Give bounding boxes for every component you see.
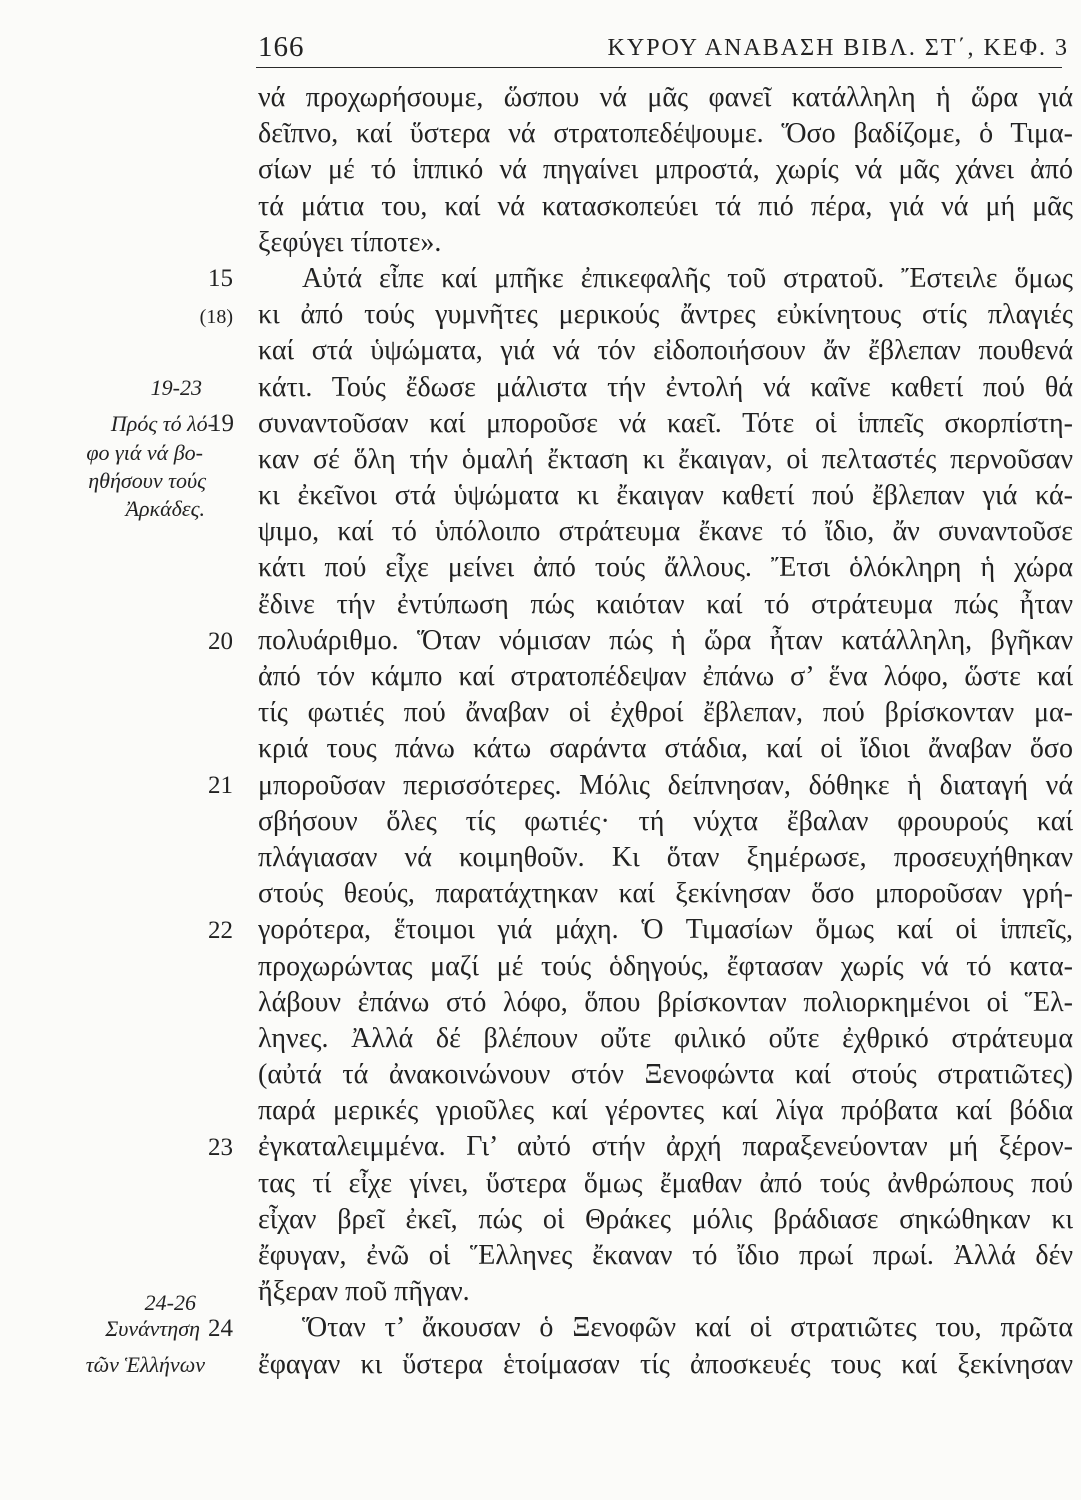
body-line: παρά μερικές γριοῦλες καί γέροντες καί λίγα πρόβατα καί βόδια xyxy=(258,1095,1073,1127)
body-line: πλάγιασαν νά κοιμηθοῦν. Κι ὅταν ξημέρωσε, προσευχήθηκαν xyxy=(258,841,1073,873)
margin-note-line: Ἀρκάδες. xyxy=(125,496,205,521)
body-line: εἶχαν βρεῖ ἐκεῖ, πώς οἱ Θράκες μόλις βράδιασε σηκώθηκαν κι xyxy=(258,1203,1073,1235)
margin-note-line: Πρός τό λό- xyxy=(110,411,215,436)
body-line: ἔδινε τήν ἐντύπωση πώς καιόταν καί τό στράτευμα πώς ἦταν xyxy=(258,588,1073,620)
header-rule xyxy=(256,67,1062,68)
body-line: (αὐτά τά ἀνακοινώνουν στόν Ξενοφώντα καί στούς στρατιῶτες) xyxy=(258,1059,1073,1091)
body-line: ἀπό τόν κάμπο καί στρατοπέδεψαν ἐπάνω σ’ ἕνα λόφο, ὥστε καί xyxy=(258,661,1073,692)
body-line: καί στά ὑψώματα, γιά νά τόν εἰδοποιήσουν ἄν ἔβλεπαν πουθενά xyxy=(258,335,1073,367)
body-line: ἐγκαταλειμμένα. Γι’ αὐτό στήν ἀρχή παραξενεύονταν μή ξέρον- xyxy=(258,1131,1073,1163)
margin-note-line: ηθήσουν τούς xyxy=(88,468,206,493)
body-line: ψιμο, καί τό ὑπόλοιπο στράτευμα ἔκανε τό ἴδιο, ἄν συναντοῦσε xyxy=(258,516,1073,548)
section-number-23: 23 xyxy=(208,1134,233,1161)
section-number-24: 24 xyxy=(208,1315,233,1342)
body-line: τίς φωτιές πού ἄναβαν οἱ ἐχθροί ἔβλεπαν, πού βρίσκονταν μα- xyxy=(258,697,1073,729)
body-line: δεῖπνο, καί ὕστερα νά στρατοπεδέψουμε. Ὅσο βαδίζομε, ὁ Τιμα- xyxy=(258,118,1073,150)
section-number-18: (18) xyxy=(199,306,233,328)
body-line: κριά τους πάνω κάτω σαράντα στάδια, καί οἱ ἴδιοι ἄναβαν ὅσο xyxy=(258,733,1073,765)
body-line: συναντοῦσαν καί μποροῦσε νά καεῖ. Τότε οἱ ἱππεῖς σκορπίστη- xyxy=(258,407,1073,439)
body-line: κάτι πού εἶχε μείνει ἀπό τούς ἄλλους. Ἔτσι ὁλόκληρη ἡ χώρα xyxy=(258,552,1073,584)
body-line: Ὅταν τ’ ἄκουσαν ὁ Ξενοφῶν καί οἱ στρατιῶτες του, πρῶτα xyxy=(302,1312,1073,1344)
body-line: τά μάτια του, καί νά κατασκοπεύει τά πιό πέρα, γιά νά μή μᾶς xyxy=(258,190,1073,222)
body-line: ληνες. Ἀλλά δέ βλέπουν οὔτε φιλικό οὔτε ἐχθρικό στράτευμα xyxy=(258,1022,1073,1054)
body-line: ξεφύγει τίποτε». xyxy=(258,226,442,258)
body-line: ἔφυγαν, ἐνῶ οἱ Ἕλληνες ἔκαναν τό ἴδιο πρωί πρωί. Ἀλλά δέν xyxy=(258,1240,1073,1271)
section-number-21: 21 xyxy=(208,772,233,799)
body-line: κι ἐκεῖνοι στά ὑψώματα κι ἔκαιγαν καθετί πού ἔβλεπαν γιά κά- xyxy=(258,480,1073,512)
body-line: προχωρώντας μαζί μέ τούς ὁδηγούς, ἔφτασαν χωρίς νά τό κατα- xyxy=(258,950,1073,982)
margin-note-range: 24-26 xyxy=(144,1290,196,1315)
main-text-column xyxy=(258,80,1073,1383)
body-line: κι ἀπό τούς γυμνῆτες μερικούς ἄντρες εὐκίνητους στίς πλαγιές xyxy=(258,299,1073,331)
body-line: κάτι. Τούς ἔδωσε μάλιστα τήν ἐντολή νά καῖνε καθετί πού θά xyxy=(258,371,1073,403)
body-line: σβήσουν ὅλες τίς φωτιές· τή νύχτα ἔβαλαν φρουρούς καί xyxy=(258,805,1073,837)
body-line: ἔφαγαν κι ὕστερα ἑτοίμασαν τίς ἀποσκευές τους καί ξεκίνησαν xyxy=(258,1348,1073,1380)
body-line: καν σέ ὅλη τήν ὁμαλή ἔκταση κι ἔκαιγαν, οἱ πελταστές περνοῦσαν xyxy=(258,443,1073,475)
body-line: μποροῦσαν περισσότερες. Μόλις δείπνησαν, δόθηκε ἡ διαταγή νά xyxy=(258,769,1073,801)
body-line: Αὐτά εἶπε καί μπῆκε ἐπικεφαλῆς τοῦ στρατοῦ. Ἔστειλε ὅμως xyxy=(302,262,1073,294)
margin-note-line: τῶν Ἑλλήνων xyxy=(85,1352,205,1377)
margin-note-range: 19-23 xyxy=(150,375,202,400)
body-line: σίων μέ τό ἱππικό νά πηγαίνει μπροστά, χωρίς νά μᾶς χάνει ἀπό xyxy=(258,154,1073,186)
running-title: ΚΥΡΟΥ ΑΝΑΒΑΣΗ ΒΙΒΛ. ΣΤ΄, ΚΕΦ. 3 xyxy=(607,35,1069,61)
page-number: 166 xyxy=(258,31,305,63)
margin-note-line: Συνάντηση xyxy=(105,1316,200,1341)
body-line: λάβουν ἐπάνω στό λόφο, ὅπου βρίσκονταν πολιορκημένοι οἱ Ἕλ- xyxy=(258,986,1073,1018)
section-number-20: 20 xyxy=(208,628,233,655)
body-line: στούς θεούς, παρατάχτηκαν καί ξεκίνησαν ὅσο μποροῦσαν γρή- xyxy=(258,878,1073,910)
body-line: ἤξεραν ποῦ πῆγαν. xyxy=(258,1276,470,1308)
body-line: τας τί εἶχε γίνει, ὕστερα ὅμως ἔμαθαν ἀπό τούς ἀνθρώπους πού xyxy=(258,1167,1073,1199)
section-number-15: 15 xyxy=(208,265,233,292)
section-number-19: 19 xyxy=(209,410,234,437)
body-line: γορότερα, ἕτοιμοι γιά μάχη. Ὁ Τιμασίων ὅμως καί οἱ ἱππεῖς, xyxy=(258,914,1073,946)
body-line: νά προχωρήσουμε, ὥσπου νά μᾶς φανεῖ κατάλληλη ἡ ὥρα γιά xyxy=(258,82,1073,113)
section-number-22: 22 xyxy=(208,917,233,944)
margin-note-line: φο γιά νά βο- xyxy=(86,440,203,465)
body-line: πολυάριθμο. Ὅταν νόμισαν πώς ἡ ὥρα ἦταν κατάλληλη, βγῆκαν xyxy=(258,624,1073,656)
